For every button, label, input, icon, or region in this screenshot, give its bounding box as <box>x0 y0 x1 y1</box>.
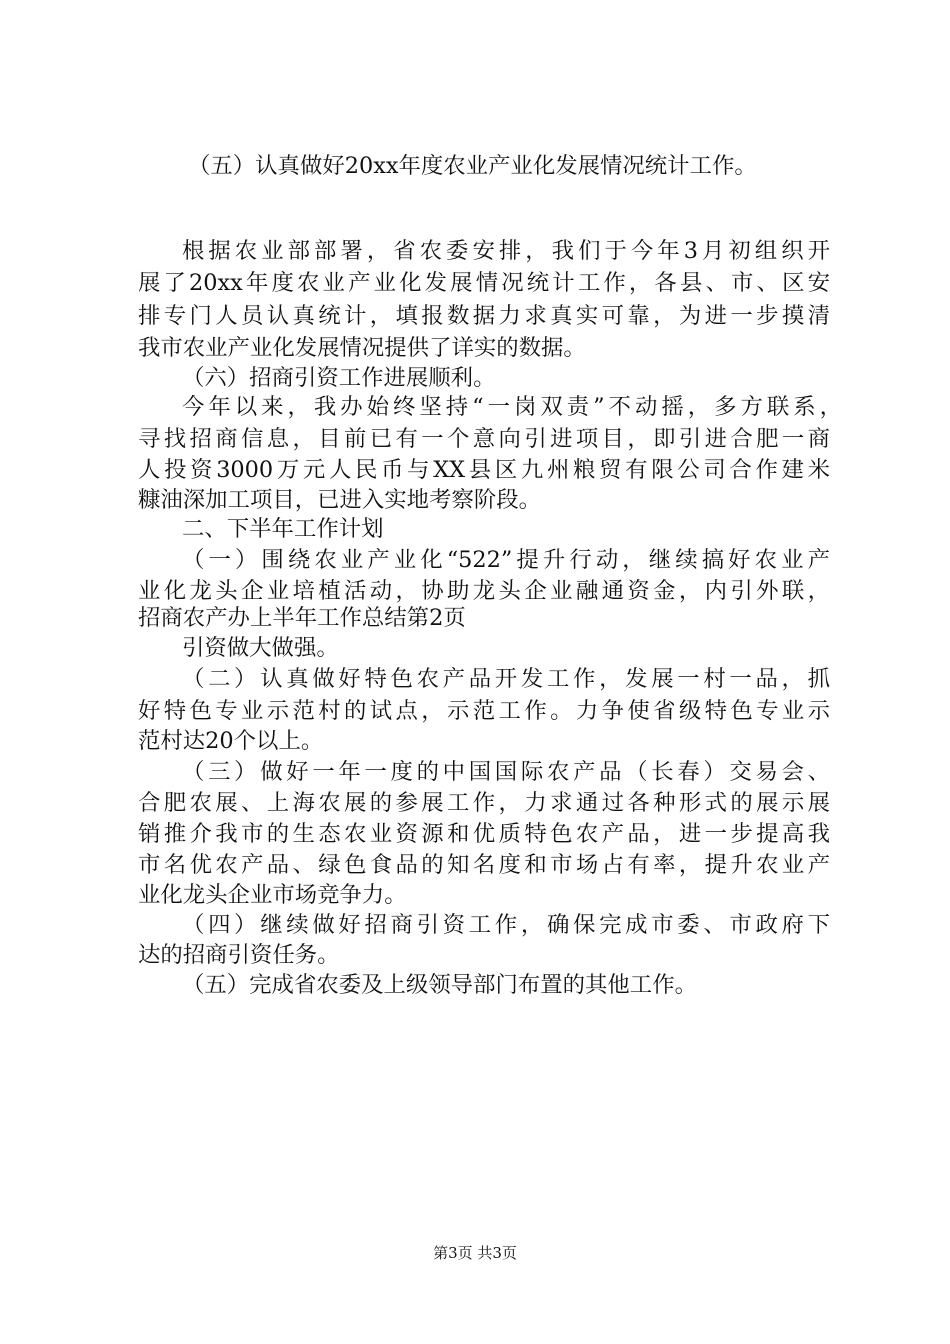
paragraph-line: 达的招商引资任务。 <box>138 942 340 968</box>
paragraph-line: 排专门人员认真统计，填报数据力求真实可靠，为进一步摸清 <box>138 303 830 329</box>
paragraph-line: （二）认真做好特色农产品开发工作，发展一村一品，抓 <box>182 666 830 692</box>
paragraph-line: 展了20xx年度农业产业化发展情况统计工作，各县、市、区安 <box>138 270 830 296</box>
paragraph-line: 合肥农展、上海农展的参展工作，力求通过各种形式的展示展 <box>138 790 830 816</box>
paragraph-line: （三）做好一年一度的中国国际农产品（长春）交易会、 <box>182 759 830 785</box>
paragraph-line: 人投资3000万元人民币与XX县区九州粮贸有限公司合作建米 <box>138 457 830 483</box>
paragraph-line: 市名优农产品、绿色食品的知名度和市场占有率，提升农业产 <box>138 852 830 878</box>
paragraph-line: 业化龙头企业培植活动，协助龙头企业融通资金，内引外联， <box>138 578 830 604</box>
heading-section-6: （六）招商引资工作进展顺利。 <box>182 365 496 391</box>
paragraph-line: 招商农产办上半年工作总结第2页 <box>138 605 466 631</box>
paragraph-line: 糠油深加工项目，已进入实地考察阶段。 <box>138 487 542 513</box>
paragraph-line: （四）继续做好招商引资工作，确保完成市委、市政府下 <box>182 912 830 938</box>
paragraph-line: （一）围绕农业产业化“522”提升行动，继续搞好农业产 <box>182 547 830 573</box>
paragraph-line: 销推介我市的生态农业资源和优质特色农产品，进一步提高我 <box>138 821 830 847</box>
paragraph-line: 业化龙头企业市场竞争力。 <box>138 882 407 908</box>
paragraph-line: 寻找招商信息，目前已有一个意向引进项目，即引进合肥一商 <box>138 426 830 452</box>
heading-section-5: （五）认真做好20xx年度农业产业化发展情况统计工作。 <box>188 153 757 179</box>
paragraph-line: 根据农业部部署，省农委安排，我们于今年3月初组织开 <box>182 238 830 264</box>
paragraph-line: 引资做大做强。 <box>182 635 339 661</box>
paragraph-line: 我市农业产业化发展情况提供了详实的数据。 <box>138 335 586 361</box>
paragraph-line: 好特色专业示范村的试点，示范工作。力争使省级特色专业示 <box>138 698 830 724</box>
paragraph-line: （五）完成省农委及上级领导部门布置的其他工作。 <box>182 972 697 998</box>
paragraph-line: 今年以来，我办始终坚持“一岗双责”不动摇，多方联系， <box>182 394 842 420</box>
paragraph-line: 范村达20个以上。 <box>138 728 324 754</box>
section-heading: 二、下半年工作计划 <box>182 516 384 542</box>
page-number-footer: 第3页 共3页 <box>433 1244 517 1262</box>
